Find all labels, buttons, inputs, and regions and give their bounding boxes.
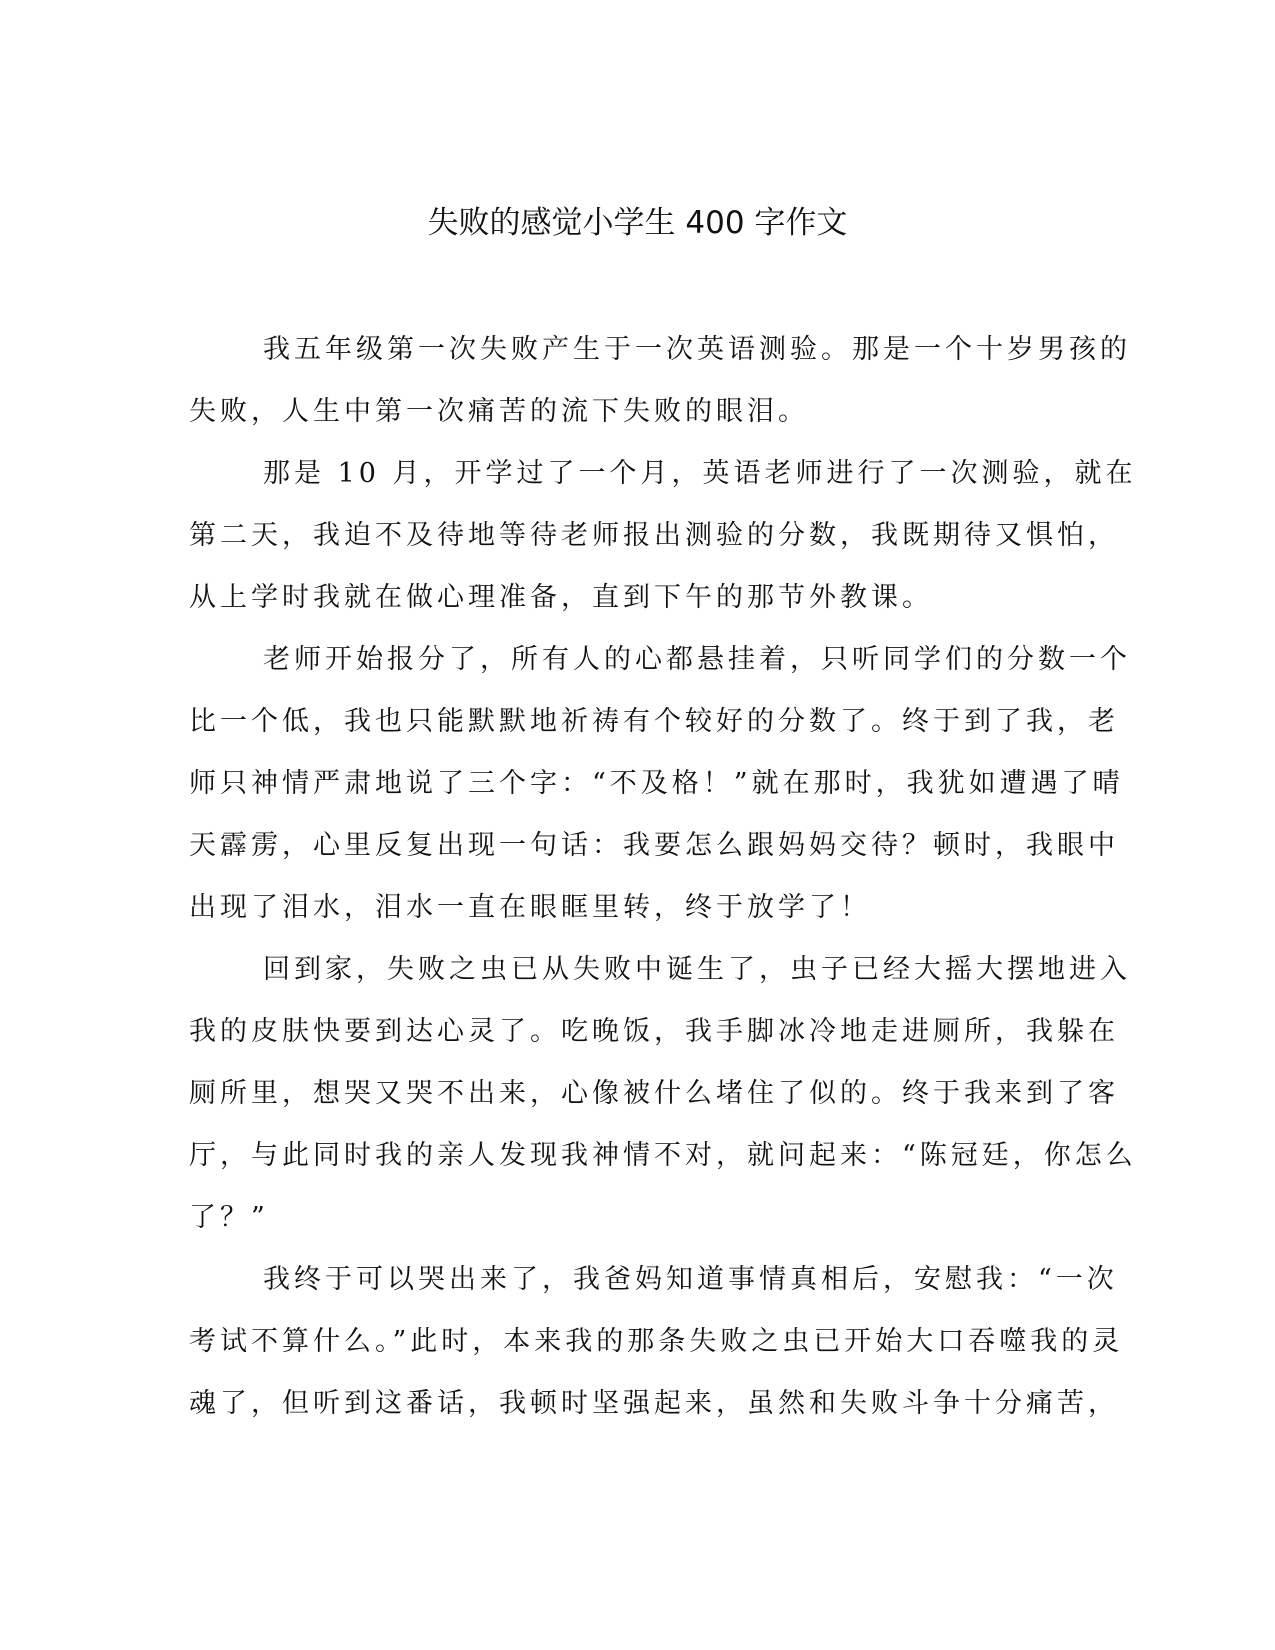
- paragraph-1: [189, 319, 1131, 443]
- paragraph-3: [189, 629, 1131, 939]
- paragraph-line: 比一个低，我也只能默默地祈祷有个较好的分数了。终于到了我，老: [189, 706, 1119, 737]
- document-title: 失败的感觉小学生 400 字作文: [427, 205, 848, 241]
- paragraph-line: 老师开始报分了，所有人的心都悬挂着，只听同学们的分数一个: [263, 644, 1131, 675]
- paragraph-5: [189, 1249, 1124, 1435]
- paragraph-line: 失败，人生中第一次痛苦的流下失败的眼泪。: [189, 396, 809, 427]
- paragraph-line: 考试不算什么。”此时，本来我的那条失败之虫已开始大口吞噬我的灵: [189, 1326, 1124, 1357]
- paragraph-line: 出现了泪水，泪水一直在眼眶里转，终于放学了！: [189, 892, 871, 923]
- paragraph-4: [189, 939, 1137, 1249]
- document-body: [189, 319, 1137, 1435]
- paragraph-line: 我五年级第一次失败产生于一次英语测验。那是一个十岁男孩的: [263, 334, 1131, 365]
- paragraph-line: 我的皮肤快要到达心灵了。吃晚饭，我手脚冰冷地走进厕所，我躲在: [189, 1016, 1119, 1047]
- paragraph-line: 了？”: [189, 1202, 269, 1233]
- paragraph-line: 魂了，但听到这番话，我顿时坚强起来，虽然和失败斗争十分痛苦，: [189, 1388, 1119, 1419]
- paragraph-line: 回到家，失败之虫已从失败中诞生了，虫子已经大摇大摆地进入: [263, 954, 1131, 985]
- paragraph-line: 厕所里，想哭又哭不出来，心像被什么堵住了似的。终于我来到了客: [189, 1078, 1119, 1109]
- paragraph-line: 那是 10 月，开学过了一个月，英语老师进行了一次测验，就在: [263, 458, 1137, 489]
- paragraph-line: 我终于可以哭出来了，我爸妈知道事情真相后，安慰我：“一次: [263, 1264, 1118, 1295]
- paragraph-line: 第二天，我迫不及待地等待老师报出测验的分数，我既期待又惧怕，: [189, 520, 1119, 551]
- paragraph-line: 师只神情严肃地说了三个字：“不及格！”就在那时，我犹如遭遇了晴: [189, 768, 1124, 799]
- paragraph-line: 厅，与此同时我的亲人发现我神情不对，就问起来：“陈冠廷，你怎么: [189, 1140, 1137, 1171]
- paragraph-line: 天霹雳，心里反复出现一句话：我要怎么跟妈妈交待？顿时，我眼中: [189, 830, 1119, 861]
- paragraph-2: [189, 443, 1137, 629]
- paragraph-line: 从上学时我就在做心理准备，直到下午的那节外教课。: [189, 582, 933, 613]
